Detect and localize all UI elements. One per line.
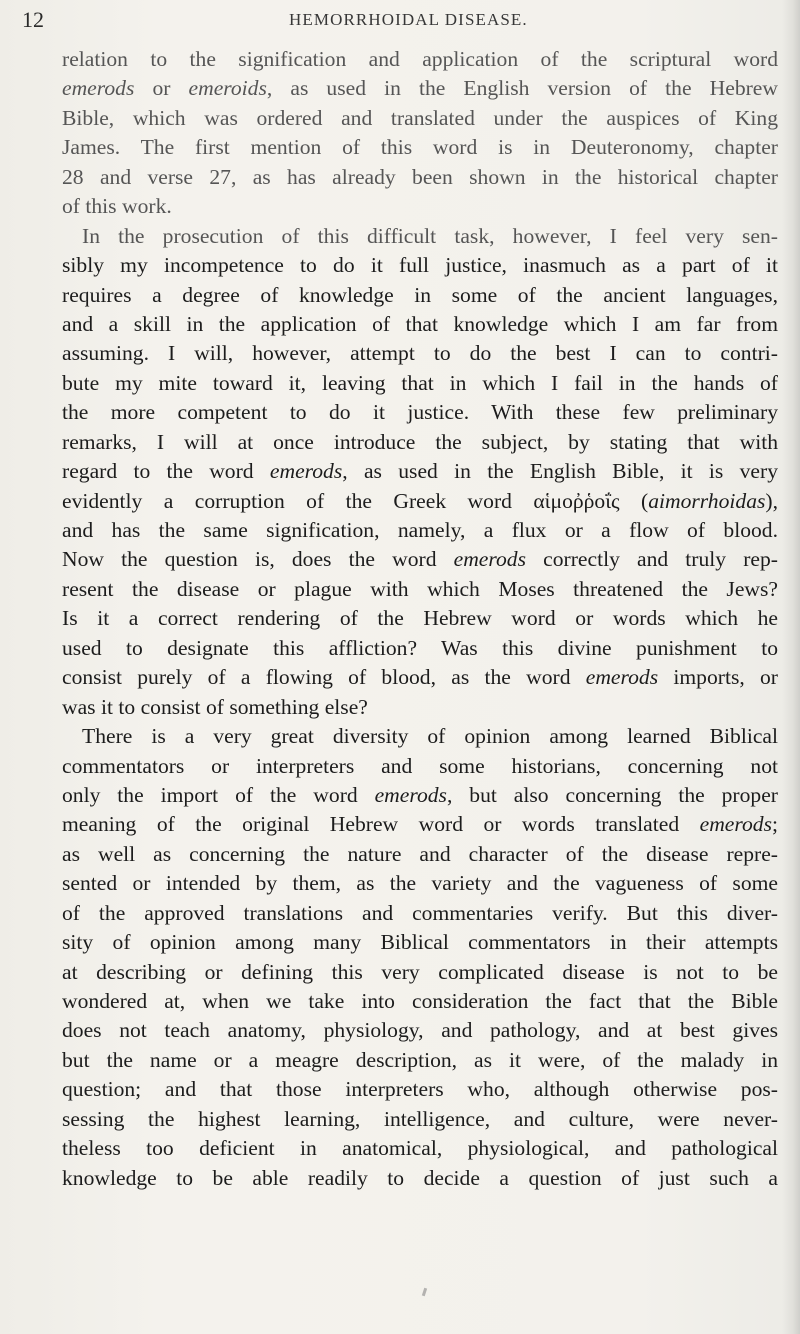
- text-line: In the prosecution of this difficult task, however, I feel very sen-: [82, 223, 778, 248]
- page-number: 12: [22, 7, 44, 32]
- italic-term: emerods: [453, 547, 526, 572]
- text-line: regard to the word emerods, as used in the English Bible, it is very: [62, 459, 779, 484]
- text-line: and a skill in the application of that knowledge which I am far from: [62, 311, 778, 336]
- text-line: does not teach anatomy, physiology, and pathology, and at best gives: [62, 1018, 778, 1043]
- scan-mark: [422, 1288, 427, 1297]
- italic-term: emerods: [374, 782, 447, 807]
- text-line: meaning of the original Hebrew word or words translated emerods;: [62, 812, 778, 837]
- text-line: at describing or defining this very complicated disease is not to be: [62, 959, 778, 984]
- text-line: resent the disease or plague with which Moses threatened the Jews?: [62, 576, 778, 601]
- text-line: requires a degree of knowledge in some of the ancient languages,: [62, 282, 778, 307]
- text-line: remarks, I will at once introduce the subject, by stating that with: [62, 429, 778, 454]
- text-line: was it to consist of something else?: [62, 694, 368, 719]
- italic-term: emerods: [699, 812, 772, 837]
- text-line: as well as concerning the nature and character of the disease repre-: [62, 841, 778, 866]
- italic-term: emerods: [269, 459, 343, 484]
- italic-term: emeroids: [188, 76, 267, 101]
- text-line: knowledge to be able readily to decide a question of just such a: [62, 1165, 778, 1190]
- italic-term: aimorrhoidas: [648, 488, 766, 513]
- page-edge-shadow: [782, 0, 800, 1334]
- text-line: question; and that those interpreters who, although otherwise pos-: [62, 1077, 778, 1102]
- text-line: the more competent to do it justice. With these few preliminary: [62, 400, 778, 425]
- text-line: theless too deficient in anatomical, physiological, and pathological: [62, 1136, 778, 1161]
- text-line: bute my mite toward it, leaving that in which I fail in the hands of: [62, 370, 778, 395]
- text-line: evidently a corruption of the Greek word αἱμοῤῥοΐς (aimorrhoidas),: [62, 488, 778, 513]
- text-line: of the approved translations and commentaries verify. But this diver-: [62, 900, 778, 925]
- text-line: sented or intended by them, as the variety and the vagueness of some: [62, 871, 778, 896]
- text-line: Now the question is, does the word emerods correctly and truly rep-: [62, 547, 778, 572]
- text-line: 28 and verse 27, as has already been shown in the historical chapter: [62, 164, 778, 189]
- text-line: sity of opinion among many Biblical commentators in their attempts: [62, 930, 778, 955]
- text-line: and has the same signification, namely, a flux or a flow of blood.: [62, 518, 778, 542]
- text-line: only the import of the word emerods, but also concerning the proper: [62, 782, 778, 807]
- text-line: used to designate this affliction? Was this divine punishment to: [62, 635, 778, 660]
- text-line: Is it a correct rendering of the Hebrew word or words which he: [62, 606, 778, 631]
- italic-term: emerods: [62, 76, 135, 101]
- text-line: of this work.: [62, 194, 172, 219]
- body-text: [62, 45, 778, 1193]
- text-line: sibly my incompetence to do it full justice, inasmuch as a part of it: [62, 253, 778, 278]
- running-head: HEMORRHOIDAL DISEASE.: [289, 10, 528, 29]
- text-line: James. The first mention of this word is in Deuteronomy, chapter: [62, 135, 778, 160]
- text-line: consist purely of a flowing of blood, as the word emerods imports, or: [62, 665, 778, 690]
- page-header: [0, 8, 800, 32]
- text-line: Bible, which was ordered and translated under the auspices of King: [62, 105, 778, 130]
- text-line: assuming. I will, however, attempt to do the best I can to contri-: [62, 341, 778, 366]
- text-line: There is a very great diversity of opinion among learned Biblical: [82, 724, 778, 749]
- text-line: wondered at, when we take into consideration the fact that the Bible: [62, 989, 778, 1013]
- text-line: relation to the signification and application of the scriptural word: [62, 47, 778, 71]
- text-line: emerods or emeroids, as used in the English version of the Hebrew: [62, 76, 778, 101]
- text-line: but the name or a meagre description, as it were, of the malady in: [62, 1047, 778, 1072]
- text-line: sessing the highest learning, intelligence, and culture, were never-: [62, 1106, 778, 1131]
- italic-term: emerods: [585, 665, 659, 690]
- text-line: commentators or interpreters and some historians, concerning not: [62, 753, 778, 778]
